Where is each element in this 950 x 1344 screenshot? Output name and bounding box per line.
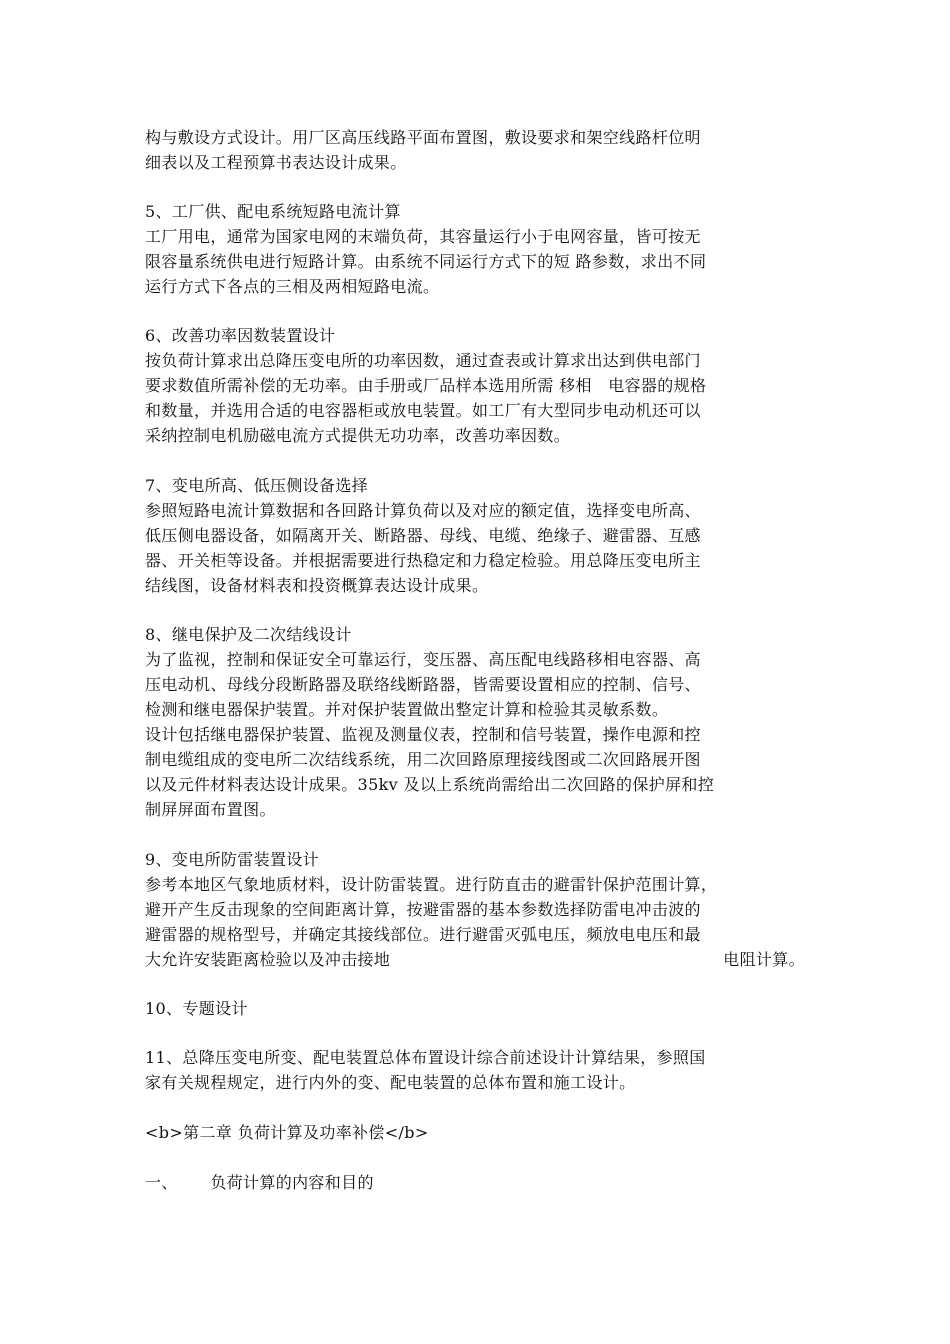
paragraph-line: 低压侧电器设备，如隔离开关、断路器、母线、电缆、绝缘子、避雷器、互感 — [145, 526, 701, 545]
paragraph-line: 要求数值所需补偿的无功率。由手册或厂品样本选用所需 移相 电容器的规格 — [145, 376, 707, 395]
paragraph-line: 避开产生反击现象的空间距离计算，按避雷器的基本参数选择防雷电冲击波的 — [145, 900, 701, 919]
paragraph-line: 运行方式下各点的三相及两相短路电流。 — [145, 277, 440, 296]
paragraph-line: 为了监视，控制和保证安全可靠运行，变压器、高压配电线路移相电容器、高 — [145, 650, 701, 669]
paragraph-line: 压电动机、母线分段断路器及联络线断路器，皆需要设置相应的控制、信号、 — [145, 675, 701, 694]
chapter-heading: <b>第二章 负荷计算及功率补偿</b> — [145, 1123, 429, 1142]
paragraph-line: 制屏屏面布置图。 — [145, 800, 276, 819]
paragraph-line: 11、总降压变电所变、配电装置总体布置设计综合前述设计计算结果，参照国 — [145, 1048, 706, 1067]
paragraph-line: 器、开关柜等设备。并根据需要进行热稳定和力稳定检验。用总降压变电所主 — [145, 551, 701, 570]
paragraph-line: 家有关规程规定，进行内外的变、配电装置的总体布置和施工设计。 — [145, 1073, 636, 1092]
paragraph-line: 和数量，并选用合适的电容器柜或放电装置。如工厂有大型同步电动机还可以 — [145, 401, 701, 420]
paragraph-line: 制电缆组成的变电所二次结线系统，用二次回路原理接线图或二次回路展开图 — [145, 750, 701, 769]
section-heading: 8、继电保护及二次结线设计 — [145, 625, 352, 644]
paragraph-line: 参考本地区气象地质材料，设计防雷装置。进行防直击的避雷针保护范围计算， — [145, 875, 718, 894]
paragraph-line: 限容量系统供电进行短路计算。由系统不同运行方式下的短 路参数，求出不同 — [145, 252, 707, 271]
paragraph-line: 避雷器的规格型号，并确定其接线部位。进行避雷灭弧电压，频放电电压和最 — [145, 925, 701, 944]
paragraph-line: 工厂用电，通常为国家电网的末端负荷，其容量运行小于电网容量，皆可按无 — [145, 227, 701, 246]
paragraph-line: 大允许安装距离检验以及冲击接地 — [145, 950, 391, 969]
paragraph-line-trailing: 电阻计算。 — [723, 950, 805, 969]
paragraph-line: 按负荷计算求出总降压变电所的功率因数，通过查表或计算求出达到供电部门 — [145, 351, 701, 370]
paragraph-line: 结线图，设备材料表和投资概算表达设计成果。 — [145, 576, 489, 595]
section-heading: 一、 负荷计算的内容和目的 — [145, 1173, 374, 1192]
paragraph-line: 采纳控制电机励磁电流方式提供无功功率，改善功率因数。 — [145, 426, 571, 445]
paragraph-line: 检测和继电器保护装置。并对保护装置做出整定计算和检验其灵敏系数。 — [145, 700, 669, 719]
section-heading: 6、改善功率因数装置设计 — [145, 326, 336, 345]
paragraph-line: 构与敷设方式设计。用厂区高压线路平面布置图，敷设要求和架空线路杆位明 — [145, 128, 701, 147]
paragraph-line: 参照短路电流计算数据和各回路计算负荷以及对应的额定值，选择变电所高、 — [145, 501, 701, 520]
section-heading: 10、专题设计 — [145, 999, 248, 1018]
section-heading: 5、工厂供、配电系统短路电流计算 — [145, 202, 401, 221]
section-heading: 7、变电所高、低压侧设备选择 — [145, 476, 369, 495]
paragraph-line: 设计包括继电器保护装置、监视及测量仪表，控制和信号装置，操作电源和控 — [145, 725, 701, 744]
paragraph-line: 以及元件材料表达设计成果。35kv 及以上系统尚需给出二次回路的保护屏和控 — [145, 775, 715, 794]
section-heading: 9、变电所防雷装置设计 — [145, 850, 320, 869]
paragraph-line: 细表以及工程预算书表达设计成果。 — [145, 153, 407, 172]
